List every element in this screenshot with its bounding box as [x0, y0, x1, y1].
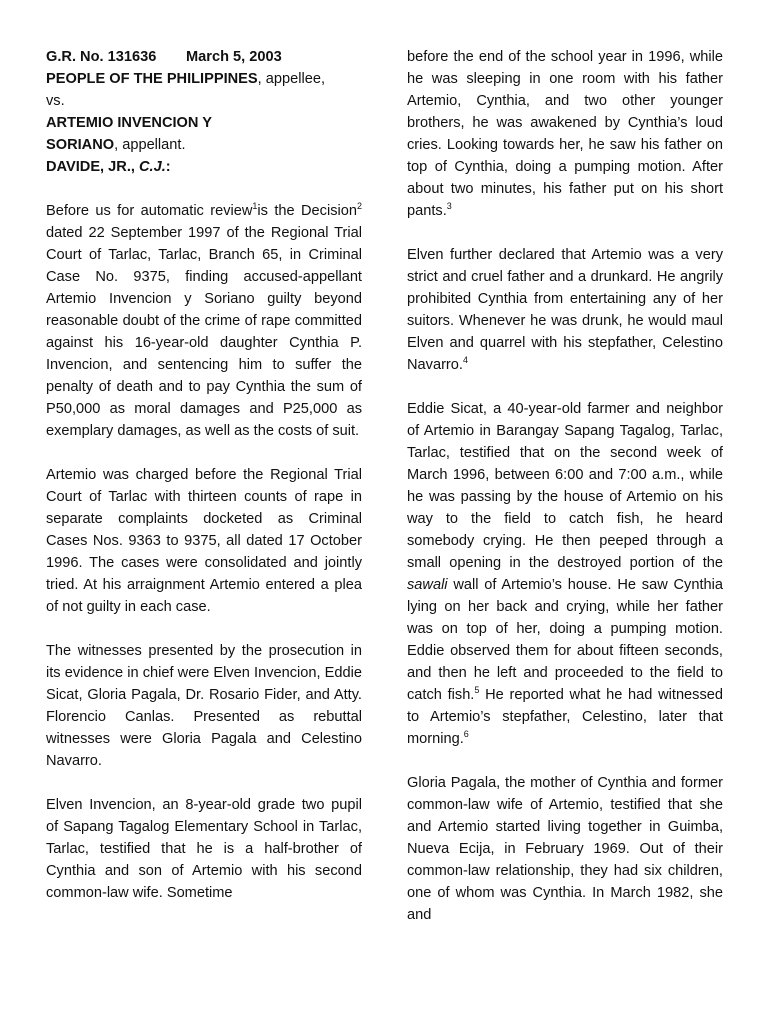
right-column	[407, 46, 723, 948]
paragraph-7	[407, 398, 723, 750]
paragraph-1	[46, 200, 362, 442]
case-title-line	[46, 46, 362, 68]
versus-line: vs.	[46, 93, 65, 109]
footnote-ref-1[interactable]: 1	[252, 201, 258, 211]
decision-date: March 5, 2003	[186, 49, 282, 65]
left-column	[46, 46, 362, 926]
paragraph-4: Elven Invencion, an 8-year-old grade two pupil of Sapang Tagalog Elementary School in Tarlac, Tarlac, testified that he is a half-brother of Cynthia and son of Artemio with his second common-law wife. Sometime	[46, 797, 362, 901]
justice-colon: :	[165, 159, 171, 175]
ponente-line	[46, 156, 362, 178]
justice-name: DAVIDE, JR.,	[46, 159, 135, 175]
case-header	[46, 46, 362, 178]
appellant-name-line-1: ARTEMIO INVENCION Y	[46, 115, 212, 131]
paragraph-5	[407, 46, 723, 222]
paragraph-5-text: before the end of the school year in 1996, while he was sleeping in one room with his father Artemio, Cynthia, and two other younger brothers, he was awakened by Cynthia’s loud cries. Looking towards her, he saw his father on top of Cynthia, doing a pumping motion. After about two minutes, his father put on his short pants.	[407, 49, 723, 219]
appellee-name: PEOPLE OF THE PHILIPPINES	[46, 71, 258, 87]
paragraph-7-text-a: Eddie Sicat, a 40-year-old farmer and neighbor of Artemio in Barangay Sapang Tagalog, Tarlac, Tarlac, testified that on the second week of March 1996, between 6:00 and 7:00 a.m., while he was passing by the house of Artemio on his way to the field to catch fish, he heard somebody crying. He then peeped through a small opening in the destroyed portion of the	[407, 401, 723, 571]
paragraph-1-text-b: is the Decision	[257, 203, 357, 219]
case-number: G.R. No. 131636	[46, 49, 157, 65]
footnote-ref-3[interactable]: 3	[446, 201, 452, 211]
paragraph-7-text-b: wall of Artemio’s house. He saw Cynthia lying on her back and crying, while her father was on top of her, doing a pumping motion. Eddie observed them for about fifteen seconds, and then he left and proceeded to the field to catch fish.	[407, 577, 723, 703]
paragraph-8: Gloria Pagala, the mother of Cynthia and former common-law wife of Artemio, testified that she and Artemio started living together in Guimba, Nueva Ecija, in February 1969. Out of their common-law relationship, they had six children, one of whom was Cynthia. In March 1982, she and	[407, 775, 723, 923]
appellant-line-2	[46, 134, 362, 156]
footnote-ref-5[interactable]: 5	[474, 685, 480, 695]
paragraph-7-text-c: He reported what he had witnessed to Artemio’s stepfather, Celestino, later that morning.	[407, 687, 723, 747]
justice-title: C.J.	[139, 159, 166, 175]
paragraph-1-text-a: Before us for automatic review	[46, 203, 253, 219]
footnote-ref-6[interactable]: 6	[463, 729, 469, 739]
appellant-role: , appellant.	[114, 137, 186, 153]
paragraph-2: Artemio was charged before the Regional Trial Court of Tarlac with thirteen counts of rape in separate complaints docketed as Criminal Cases Nos. 9363 to 9375, all dated 17 October 1996. The cases were consolidated and jointly tried. At his arraignment Artemio entered a plea of not guilty in each case.	[46, 467, 362, 615]
footnote-ref-4[interactable]: 4	[462, 355, 468, 365]
paragraph-7-italic-term: sawali	[407, 577, 448, 593]
appellee-role: , appellee,	[257, 71, 326, 87]
appellee-line	[46, 68, 362, 90]
paragraph-1-text-c: dated 22 September 1997 of the Regional Trial Court of Tarlac, Tarlac, Branch 65, in Criminal Case No. 9375, finding accused-appellant Artemio Invencion y Soriano guilty beyond reasonable doubt of the crime of rape committed against his 16-year-old daughter Cynthia P. Invencion, and sentencing him to suffer the penalty of death and to pay Cynthia the sum of P50,000 as moral damages and P25,000 as exemplary damages, as well as the costs of suit.	[46, 225, 362, 439]
paragraph-3: The witnesses presented by the prosecution in its evidence in chief were Elven Invencion, Eddie Sicat, Gloria Pagala, Dr. Rosario Fider, and Atty. Florencio Canlas. Presented as rebuttal witnesses were Gloria Pagala and Celestino Navarro.	[46, 643, 362, 769]
footnote-ref-2[interactable]: 2	[356, 201, 362, 211]
paragraph-6-text: Elven further declared that Artemio was a very strict and cruel father and a drunkard. He angrily prohibited Cynthia from entertaining any of her suitors. Whenever he was drunk, he would maul Elven and quarrel with his stepfather, Celestino Navarro.	[407, 247, 723, 373]
paragraph-6	[407, 244, 723, 376]
appellant-name-2: SORIANO	[46, 137, 115, 153]
